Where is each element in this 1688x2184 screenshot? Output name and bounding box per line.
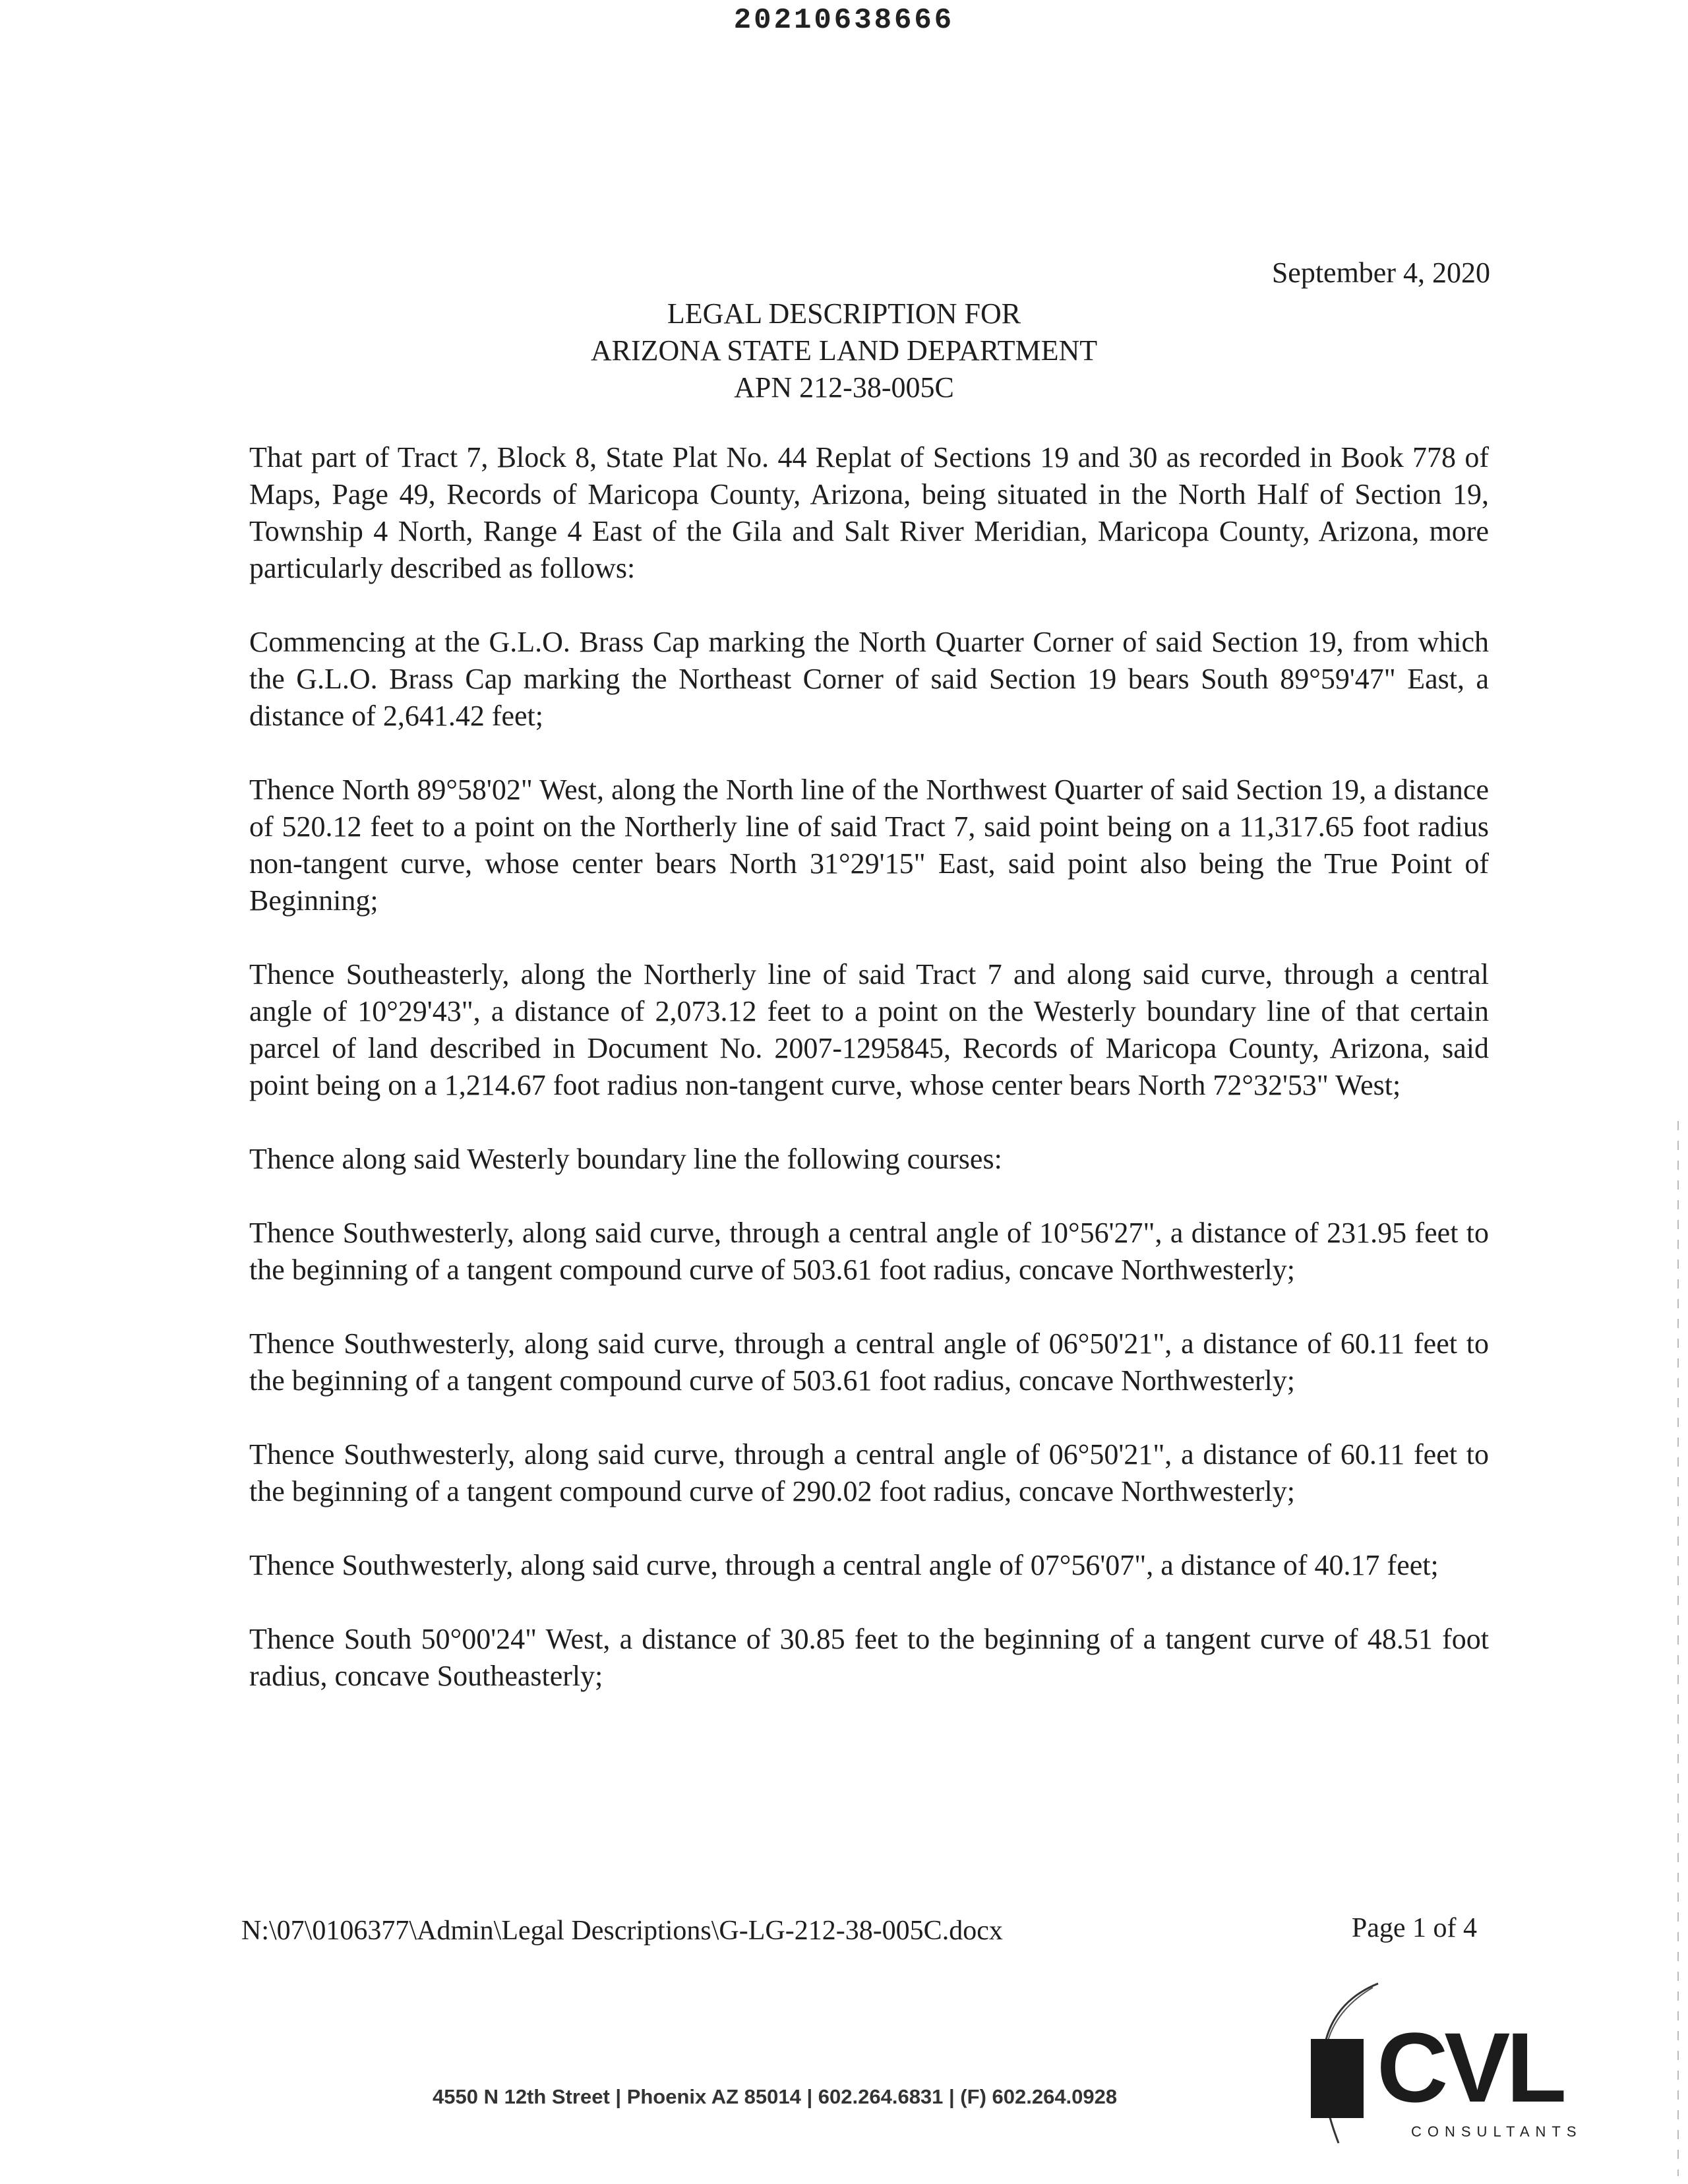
- document-date: September 4, 2020: [1271, 257, 1490, 289]
- footer-address: 4550 N 12th Street | Phoenix AZ 85014 | 602.264.6831 | (F) 602.264.0928: [433, 2085, 1118, 2108]
- document-number: 20210638666: [733, 4, 955, 37]
- paragraph-commencing: Commencing at the G.L.O. Brass Cap marking the North Quarter Corner of said Section 19, from which the G.L.O. Brass Cap marking the Northeast Corner of said Section 19 bears South 89°59'47" East, a distance of 2,641.42 feet;: [249, 626, 1489, 732]
- footer-page-number: Page 1 of 4: [1351, 1913, 1477, 1943]
- paragraph-following-courses: Thence along said Westerly boundary line the following courses:: [249, 1143, 1002, 1175]
- title-line-1: LEGAL DESCRIPTION FOR: [667, 297, 1021, 330]
- logo-subtitle: CONSULTANTS: [1411, 2123, 1582, 2140]
- paragraph-course: Thence Southwesterly, along said curve, through a central angle of 07°56'07", a distance of 40.17 feet;: [249, 1549, 1439, 1581]
- paragraph-course: Thence Southeasterly, along the Northerly line of said Tract 7 and along said curve, through a central angle of 10°29'43", a distance of 2,073.12 feet to a point on the Westerly boundary line of that certain parcel of land described in Document No. 2007-1295845, Records of Maricopa County, Arizona, said point being on a 1,214.67 foot radius non-tangent curve, whose center bears North 72°32'53" West;: [249, 958, 1489, 1101]
- paragraph-course: Thence Southwesterly, along said curve, through a central angle of 10°56'27", a distance of 231.95 feet to the beginning of a tangent compound curve of 503.61 foot radius, concave Northwesterly;: [249, 1217, 1489, 1286]
- paragraph-course: Thence South 50°00'24" West, a distance of 30.85 feet to the beginning of a tangent curve of 48.51 foot radius, concave Southeasterly;: [249, 1623, 1489, 1692]
- paragraph-course: Thence Southwesterly, along said curve, through a central angle of 06°50'21", a distance of 60.11 feet to the beginning of a tangent compound curve of 503.61 foot radius, concave Northwesterly;: [249, 1327, 1489, 1397]
- title-line-2: ARIZONA STATE LAND DEPARTMENT: [590, 334, 1098, 367]
- footer-file-path: N:\07\0106377\Admin\Legal Descriptions\G-LG-212-38-005C.docx: [241, 1916, 1003, 1946]
- paragraph-course: Thence North 89°58'02" West, along the North line of the Northwest Quarter of said Section 19, a distance of 520.12 feet to a point on the Northerly line of said Tract 7, said point being on a 11,317.65 foot radius non-tangent curve, whose center bears North 31°29'15" East, said point also being the True Point of Beginning;: [249, 774, 1489, 917]
- title-line-3: APN 212-38-005C: [734, 371, 954, 404]
- paragraph-parcel-intro: That part of Tract 7, Block 8, State Plat No. 44 Replat of Sections 19 and 30 as recorded in Book 778 of Maps, Page 49, Records of Maricopa County, Arizona, being situated in the North Half of Section 19, Township 4 North, Range 4 East of the Gila and Salt River Meridian, Maricopa County, Arizona, more particularly described as follows:: [249, 441, 1489, 584]
- logo-wordmark: CVL: [1377, 2012, 1563, 2123]
- title-block: [0, 295, 1688, 406]
- company-logo: [1299, 1978, 1589, 2150]
- paragraph-course: Thence Southwesterly, along said curve, through a central angle of 06°50'21", a distance of 60.11 feet to the beginning of a tangent compound curve of 290.02 foot radius, concave Northwesterly;: [249, 1438, 1489, 1507]
- logo-square-icon: [1311, 2039, 1364, 2118]
- legal-description-body: [249, 439, 1489, 1732]
- scan-edge-mark: [1677, 1121, 1679, 2176]
